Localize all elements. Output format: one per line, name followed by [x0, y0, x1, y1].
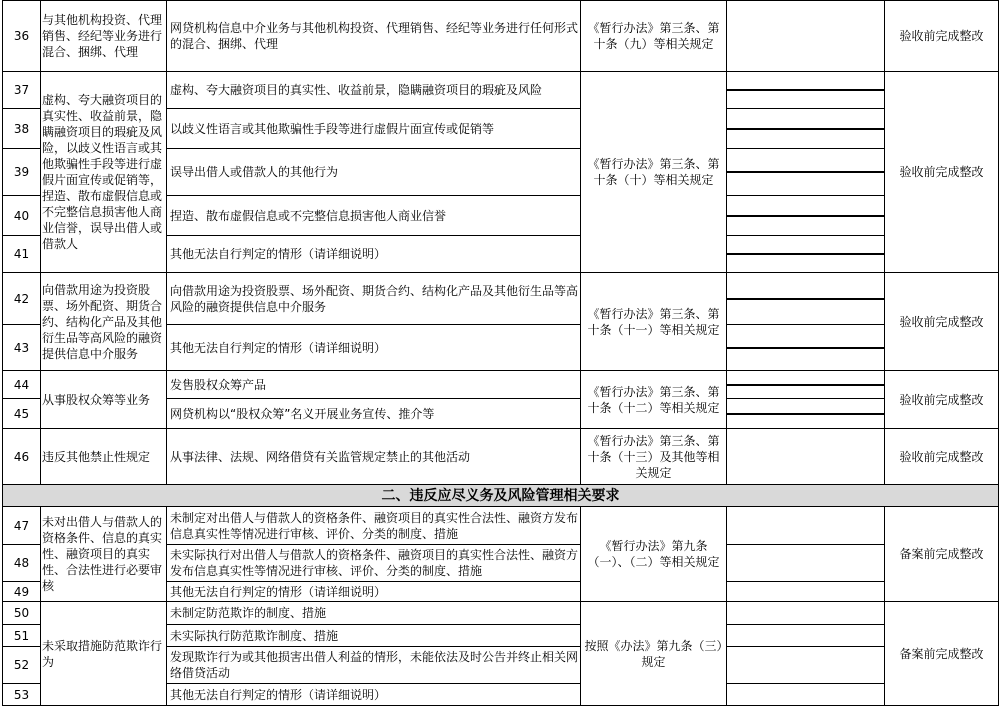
description-cell: 未实际执行防范欺诈制度、措施 — [167, 625, 581, 647]
row-number: 47 — [3, 507, 41, 545]
category-cell: 未对出借人与借款人的资格条件、信息的真实性、融资项目的真实性、合法性进行必要审核 — [41, 507, 167, 602]
self-check-cell — [727, 149, 885, 196]
deadline-cell: 验收前完成整改 — [885, 273, 999, 371]
basis-cell: 《暂行办法》第三条、第十条（十）等相关规定 — [581, 72, 727, 273]
self-check-cell — [727, 399, 885, 429]
basis-cell: 《暂行办法》第九条（一）、（二）等相关规定 — [581, 507, 727, 602]
self-check-cell — [727, 625, 885, 647]
description-cell: 未制定防范欺诈的制度、措施 — [167, 602, 581, 625]
description-cell: 其他无法自行判定的情形（请详细说明） — [167, 684, 581, 706]
self-check-cell — [727, 684, 885, 706]
row-number: 40 — [3, 196, 41, 236]
description-cell: 虚构、夸大融资项目的真实性、收益前景，隐瞒融资项目的瑕疵及风险 — [167, 72, 581, 109]
description-cell: 其他无法自行判定的情形（请详细说明） — [167, 236, 581, 273]
self-check-cell — [727, 647, 885, 684]
self-check-cell — [727, 236, 885, 273]
description-cell: 其他无法自行判定的情形（请详细说明） — [167, 582, 581, 602]
table-row — [3, 507, 999, 545]
row-number: 44 — [3, 371, 41, 399]
description-cell: 捏造、散布虚假信息或不完整信息损害他人商业信誉 — [167, 196, 581, 236]
deadline-cell: 验收前完成整改 — [885, 371, 999, 429]
description-cell: 其他无法自行判定的情形（请详细说明） — [167, 325, 581, 371]
description-cell: 向借款用途为投资股票、场外配资、期货合约、结构化产品及其他衍生品等高风险的融资提供信息中介服务 — [167, 273, 581, 325]
self-check-cell — [727, 109, 885, 149]
description-cell: 发现欺诈行为或其他损害出借人利益的情形，未能依法及时公告并终止相关网络借贷活动 — [167, 647, 581, 684]
self-check-cell — [727, 582, 885, 602]
description-cell: 发售股权众筹产品 — [167, 371, 581, 399]
row-number: 48 — [3, 545, 41, 582]
self-check-cell — [727, 1, 885, 72]
row-number: 41 — [3, 236, 41, 273]
self-check-cell — [727, 429, 885, 485]
rectification-table — [2, 0, 999, 706]
deadline-cell: 备案前完成整改 — [885, 602, 999, 706]
description-cell: 未制定对出借人与借款人的资格条件、融资项目的真实性合法性、融资方发布信息真实性等情况进行审核、评价、分类的制度、措施 — [167, 507, 581, 545]
basis-cell: 按照《办法》第九条（三）规定 — [581, 602, 727, 706]
row-number: 43 — [3, 325, 41, 371]
description-cell: 未实际执行对出借人与借款人的资格条件、融资项目的真实性合法性、融资方发布信息真实性等情况进行审核、评价、分类的制度、措施 — [167, 545, 581, 582]
section-header-row — [3, 485, 999, 507]
basis-cell: 《暂行办法》第三条、第十条（十三）及其他等相关规定 — [581, 429, 727, 485]
row-number: 37 — [3, 72, 41, 109]
self-check-cell — [727, 507, 885, 545]
self-check-cell — [727, 325, 885, 371]
deadline-cell: 备案前完成整改 — [885, 507, 999, 602]
description-cell: 网贷机构以“股权众筹”名义开展业务宣传、推介等 — [167, 399, 581, 429]
row-number: 45 — [3, 399, 41, 429]
row-number: 46 — [3, 429, 41, 485]
description-cell: 误导出借人或借款人的其他行为 — [167, 149, 581, 196]
row-number: 42 — [3, 273, 41, 325]
table-row — [3, 602, 999, 625]
self-check-cell — [727, 196, 885, 236]
category-cell: 未采取措施防范欺诈行为 — [41, 602, 167, 706]
table-row — [3, 72, 999, 109]
description-cell: 网贷机构信息中介业务与其他机构投资、代理销售、经纪等业务进行任何形式的混合、捆绑、代理 — [167, 1, 581, 72]
deadline-cell: 验收前完成整改 — [885, 429, 999, 485]
row-number: 38 — [3, 109, 41, 149]
category-cell: 与其他机构投资、代理销售、经纪等业务进行混合、捆绑、代理 — [41, 1, 167, 72]
row-number: 49 — [3, 582, 41, 602]
row-number: 51 — [3, 625, 41, 647]
table-row — [3, 1, 999, 72]
basis-cell: 《暂行办法》第三条、第十条（十一）等相关规定 — [581, 273, 727, 371]
category-cell: 虚构、夸大融资项目的真实性、收益前景，隐瞒融资项目的瑕疵及风险，以歧义性语言或其他欺骗性手段等进行虚假片面宣传或促销等，捏造、散布虚假信息或不完整信息损害他人商业信誉，误导出借人或借款人 — [41, 72, 167, 273]
row-number: 53 — [3, 684, 41, 706]
self-check-cell — [727, 545, 885, 582]
table-row — [3, 273, 999, 325]
table-row — [3, 371, 999, 399]
self-check-cell — [727, 273, 885, 325]
self-check-cell — [727, 602, 885, 625]
category-cell: 向借款用途为投资股票、场外配资、期货合约、结构化产品及其他衍生品等高风险的融资提供信息中介服务 — [41, 273, 167, 371]
basis-cell: 《暂行办法》第三条、第十条（九）等相关规定 — [581, 1, 727, 72]
deadline-cell: 验收前完成整改 — [885, 72, 999, 273]
self-check-cell — [727, 371, 885, 399]
description-cell: 以歧义性语言或其他欺骗性手段等进行虚假片面宣传或促销等 — [167, 109, 581, 149]
table-row — [3, 429, 999, 485]
self-check-cell — [727, 72, 885, 109]
category-cell: 违反其他禁止性规定 — [41, 429, 167, 485]
basis-cell: 《暂行办法》第三条、第十条（十二）等相关规定 — [581, 371, 727, 429]
section-title: 二、违反应尽义务及风险管理相关要求 — [3, 485, 999, 507]
row-number: 52 — [3, 647, 41, 684]
category-cell: 从事股权众筹等业务 — [41, 371, 167, 429]
row-number: 39 — [3, 149, 41, 196]
description-cell: 从事法律、法规、网络借贷有关监管规定禁止的其他活动 — [167, 429, 581, 485]
row-number: 36 — [3, 1, 41, 72]
deadline-cell: 验收前完成整改 — [885, 1, 999, 72]
row-number: 50 — [3, 602, 41, 625]
